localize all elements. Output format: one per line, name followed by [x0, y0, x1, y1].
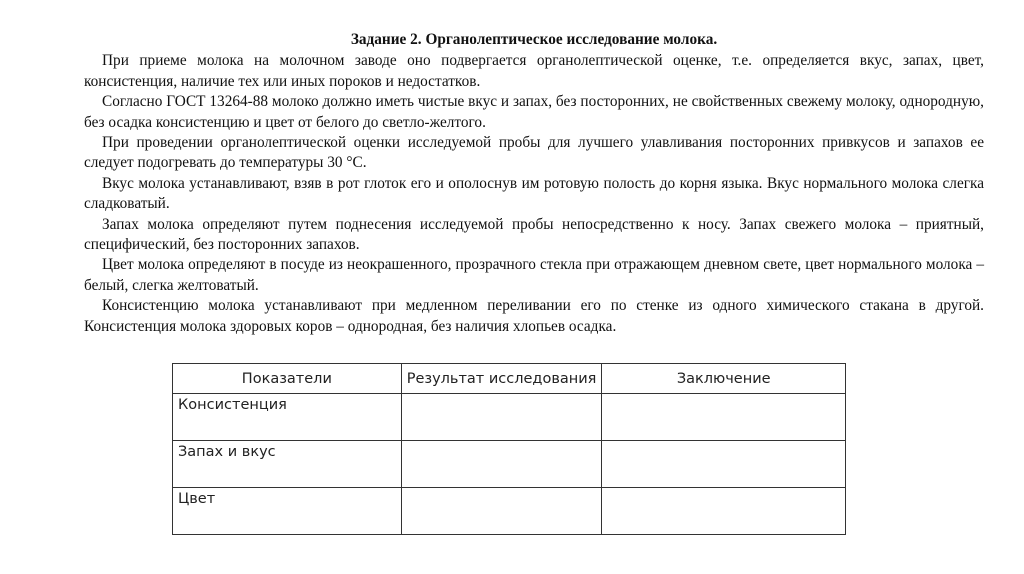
results-table: [172, 363, 846, 535]
table-row: [173, 488, 846, 535]
header-indicators: Показатели: [173, 364, 402, 394]
conclusion-cell-smell-taste[interactable]: [602, 441, 846, 488]
table-row: [173, 441, 846, 488]
paragraph-gost: Согласно ГОСТ 13264-88 молоко должно иметь чистые вкус и запах, без посторонних, не свойственных свежему молоку, однородную, без осадка консистенцию и цвет от белого до светло-желтого.: [84, 93, 984, 131]
header-conclusion: Заключение: [602, 364, 846, 394]
result-cell-smell-taste[interactable]: [401, 441, 602, 488]
result-cell-consistency[interactable]: [401, 394, 602, 441]
paragraph-consistency: Консистенцию молока устанавливают при медленном переливании его по стенке из одного химического стакана в другой. Консистенция молока здоровых коров – однородная, без наличия хлопьев осадка.: [84, 297, 984, 335]
task-title: Задание 2. Органолептическое исследование молока.: [350, 31, 718, 48]
table-row: [173, 394, 846, 441]
conclusion-cell-consistency[interactable]: [602, 394, 846, 441]
table-header-row: [173, 364, 846, 394]
row-label-consistency: Консистенция: [173, 394, 402, 441]
paragraph-heating: При проведении органолептической оценки исследуемой пробы для лучшего улавливания посторонних привкусов и запахов ее следует подогревать до температуры 30 °С.: [84, 134, 984, 172]
paragraph-color: Цвет молока определяют в посуде из неокрашенного, прозрачного стекла при отражающем дневном свете, цвет нормального молока – белый, слегка желтоватый.: [84, 256, 984, 294]
header-result: Результат исследования: [401, 364, 602, 394]
row-label-color: Цвет: [173, 488, 402, 535]
result-cell-color[interactable]: [401, 488, 602, 535]
paragraph-acceptance: При приеме молока на молочном заводе оно подвергается органолептической оценке, т.е. определяется вкус, запах, цвет, консистенция, наличие тех или иных пороков и недостатков.: [84, 52, 984, 90]
task-text: [84, 30, 984, 337]
paragraph-smell: Запах молока определяют путем поднесения исследуемой пробы непосредственно к носу. Запах свежего молока – приятный, специфический, без посторонних запахов.: [84, 215, 984, 254]
row-label-smell-taste: Запах и вкус: [173, 441, 402, 488]
conclusion-cell-color[interactable]: [602, 488, 846, 535]
paragraph-taste: Вкус молока устанавливают, взяв в рот глоток его и ополоснув им ротовую полость до корня языка. Вкус нормального молока слегка сладковатый.: [84, 174, 984, 213]
